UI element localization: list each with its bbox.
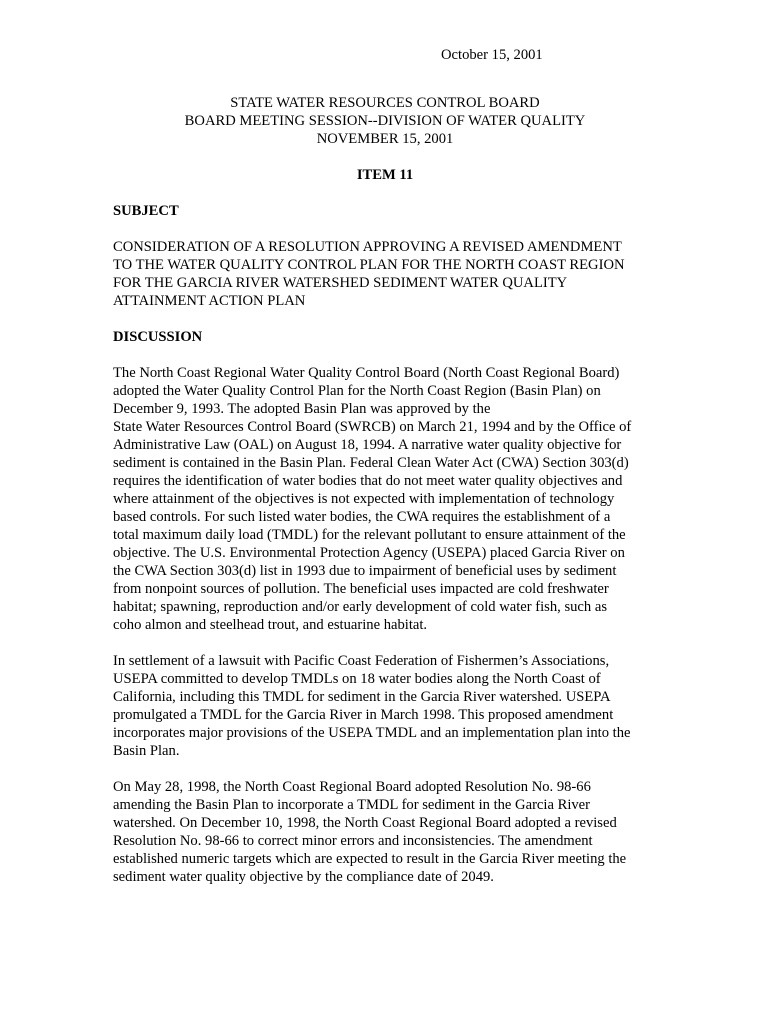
subject-line: TO THE WATER QUALITY CONTROL PLAN FOR THE NORTH COAST REGION [113,257,625,273]
discussion-heading: DISCUSSION [113,329,203,345]
subject-line: CONSIDERATION OF A RESOLUTION APPROVING A REVISED AMENDMENT [113,239,622,255]
paragraph-line: promulgated a TMDL for the Garcia River in March 1998. This proposed amendment [113,707,614,723]
paragraph-line: coho almon and steelhead trout, and estuarine habitat. [113,617,428,633]
paragraph-line: Basin Plan. [113,743,180,759]
subject-text [113,238,658,310]
paragraph-line: watershed. On December 10, 1998, the North Coast Regional Board adopted a revised [113,815,617,831]
paragraph-line: based controls. For such listed water bodies, the CWA requires the establishment of a [113,509,611,525]
paragraph-line: habitat; spawning, reproduction and/or early development of cold water fish, such as [113,599,608,615]
item-number: ITEM 11 [356,167,414,183]
paragraph-line: total maximum daily load (TMDL) for the relevant pollutant to ensure attainment of the [113,527,626,543]
paragraph-line: Administrative Law (OAL) on August 18, 1994. A narrative water quality objective for [113,437,622,453]
paragraph-line: On May 28, 1998, the North Coast Regional Board adopted Resolution No. 98-66 [113,779,591,795]
paragraph-line: the CWA Section 303(d) list in 1993 due to impairment of beneficial uses by sediment [113,563,617,579]
paragraph-line: California, including this TMDL for sediment in the Garcia River watershed. USEPA [113,689,611,705]
paragraph-line: from nonpoint sources of pollution. The beneficial uses impacted are cold freshwater [113,581,609,597]
paragraph-line: incorporates major provisions of the USEPA TMDL and an implementation plan into the [113,725,631,741]
subject-line: ATTAINMENT ACTION PLAN [113,293,306,309]
subject-heading: SUBJECT [113,203,179,219]
paragraph-line: State Water Resources Control Board (SWRCB) on March 21, 1994 and by the Office of [113,419,632,435]
header-session: BOARD MEETING SESSION--DIVISION OF WATER QUALITY [184,113,586,129]
paragraph-line: December 9, 1993. The adopted Basin Plan was approved by the [113,401,491,417]
discussion-paragraph-1 [113,364,658,634]
discussion-paragraph-3 [113,778,658,886]
paragraph-line: In settlement of a lawsuit with Pacific Coast Federation of Fishermen’s Associations, [113,653,610,669]
paragraph-line: The North Coast Regional Water Quality Control Board (North Coast Regional Board) [113,365,620,381]
document-body [113,202,658,904]
paragraph-line: where attainment of the objectives is not expected with implementation of technology [113,491,615,507]
paragraph-line: established numeric targets which are expected to result in the Garcia River meeting the [113,851,627,867]
document-header [0,94,770,148]
paragraph-line: sediment is contained in the Basin Plan. Federal Clean Water Act (CWA) Section 303(d) [113,455,629,471]
header-agency: STATE WATER RESOURCES CONTROL BOARD [230,95,540,111]
paragraph-line: amending the Basin Plan to incorporate a TMDL for sediment in the Garcia River [113,797,591,813]
paragraph-line: adopted the Water Quality Control Plan for the North Coast Region (Basin Plan) on [113,383,601,399]
paragraph-line: USEPA committed to develop TMDLs on 18 water bodies along the North Coast of [113,671,601,687]
discussion-paragraph-2 [113,652,658,760]
paragraph-line: requires the identification of water bodies that do not meet water quality objectives and [113,473,623,489]
header-meeting-date: NOVEMBER 15, 2001 [316,131,454,147]
paragraph-line: sediment water quality objective by the compliance date of 2049. [113,869,494,885]
document-date: October 15, 2001 [441,47,543,63]
paragraph-line: Resolution No. 98-66 to correct minor errors and inconsistencies. The amendment [113,833,593,849]
paragraph-line: objective. The U.S. Environmental Protection Agency (USEPA) placed Garcia River on [113,545,625,561]
subject-line: FOR THE GARCIA RIVER WATERSHED SEDIMENT WATER QUALITY [113,275,568,291]
